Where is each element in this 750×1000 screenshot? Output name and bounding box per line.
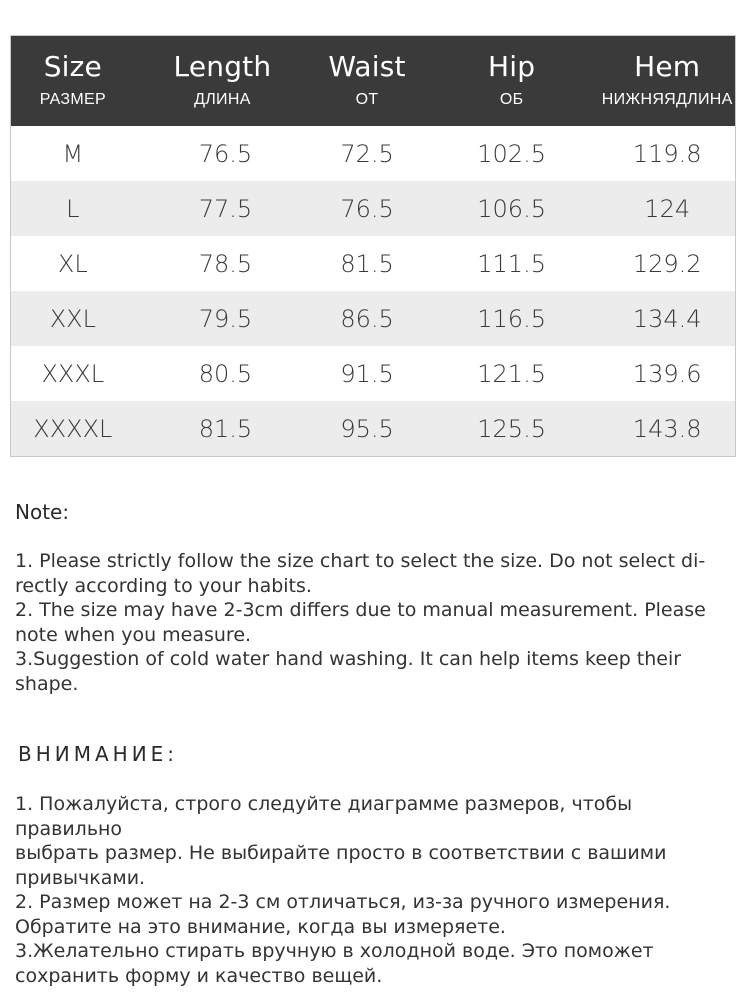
cell-waist: 81.5 [340, 249, 394, 278]
note-line: сохранить форму и качество вещей. [15, 964, 383, 987]
header-label-ru: ДЛИНА [194, 91, 251, 108]
cell-hem: 129.2 [632, 249, 702, 278]
table-row [11, 236, 735, 291]
note-line: shape. [15, 672, 79, 695]
cell-waist: 76.5 [340, 194, 394, 223]
cell-size: XXXXL [33, 414, 113, 443]
cell-size: XL [57, 249, 88, 278]
note-line: 1. Please strictly follow the size chart to select the size. Do not select di- [15, 550, 706, 572]
cell-hem: 143.8 [632, 414, 702, 443]
cell-hem: 119.8 [632, 139, 702, 168]
cell-length: 79.5 [198, 304, 253, 333]
cell-length: 81.5 [198, 414, 253, 443]
cell-waist: 86.5 [340, 304, 394, 333]
note-body-en [15, 549, 727, 696]
cell-hip: 106.5 [477, 194, 546, 223]
note-body-ru [15, 792, 727, 988]
cell-hip: 121.5 [477, 359, 546, 388]
cell-size: XXL [49, 304, 96, 333]
header-label-en: Hem [634, 50, 701, 83]
note-line: note when you measure. [15, 623, 252, 646]
table-row [11, 346, 735, 401]
header-label-ru: РАЗМЕР [39, 91, 106, 108]
cell-hem: 139.6 [632, 359, 702, 388]
cell-hip: 102.5 [477, 139, 546, 168]
note-line: 3.Suggestion of cold water hand washing. It can help items keep their [15, 648, 682, 670]
table-header [11, 36, 735, 126]
cell-size: M [62, 139, 84, 168]
cell-hem: 134.4 [632, 304, 702, 333]
cell-length: 80.5 [198, 359, 253, 388]
header-label-en: Length [173, 50, 272, 83]
size-chart-table [10, 35, 736, 457]
note-line: 2. Размер может на 2-3 см отличаться, из-за ручного измерения. [15, 891, 671, 913]
note-line: rectly according to your habits. [15, 574, 312, 597]
note-line: выбрать размер. Не выбирайте просто в соответствии с вашими [15, 842, 667, 864]
note-title-ru: ВНИМАНИЕ: [18, 742, 179, 766]
header-label-ru: НИЖНЯЯДЛИНА [601, 91, 733, 108]
cell-length: 78.5 [198, 249, 253, 278]
table-row [11, 401, 735, 456]
cell-waist: 95.5 [340, 414, 394, 443]
table-row [11, 291, 735, 346]
note-line: 3.Желательно стирать вручную в холодной воде. Это поможет [15, 940, 654, 962]
cell-hip: 125.5 [477, 414, 546, 443]
note-line: 2. The size may have 2-3cm differs due to manual measurement. Please [15, 599, 706, 621]
note-line: 1. Пожалуйста, строго следуйте диаграмме размеров, чтобы правильно [15, 793, 633, 840]
cell-size: XXXL [41, 359, 105, 388]
cell-waist: 91.5 [340, 359, 394, 388]
header-size [11, 36, 135, 126]
header-label-en: Size [43, 50, 102, 83]
cell-size: L [66, 194, 80, 223]
header-waist [310, 36, 424, 126]
note-line: Обратите на это внимание, когда вы измеряете. [15, 915, 506, 938]
header-label-ru: ОБ [499, 91, 524, 108]
table-row [11, 181, 735, 236]
cell-hip: 111.5 [477, 249, 546, 278]
cell-hem: 124 [644, 194, 691, 223]
cell-hip: 116.5 [477, 304, 546, 333]
header-label-ru: ОТ [355, 91, 379, 108]
cell-length: 76.5 [198, 139, 253, 168]
table-row [11, 126, 735, 181]
note-line: привычками. [15, 866, 146, 889]
header-length [135, 36, 311, 126]
note-title-en: Note: [15, 500, 70, 524]
cell-length: 77.5 [198, 194, 253, 223]
header-hip [424, 36, 600, 126]
header-label-en: Hip [488, 50, 536, 83]
header-label-en: Waist [328, 50, 406, 83]
cell-waist: 72.5 [340, 139, 394, 168]
header-hem [599, 36, 735, 126]
